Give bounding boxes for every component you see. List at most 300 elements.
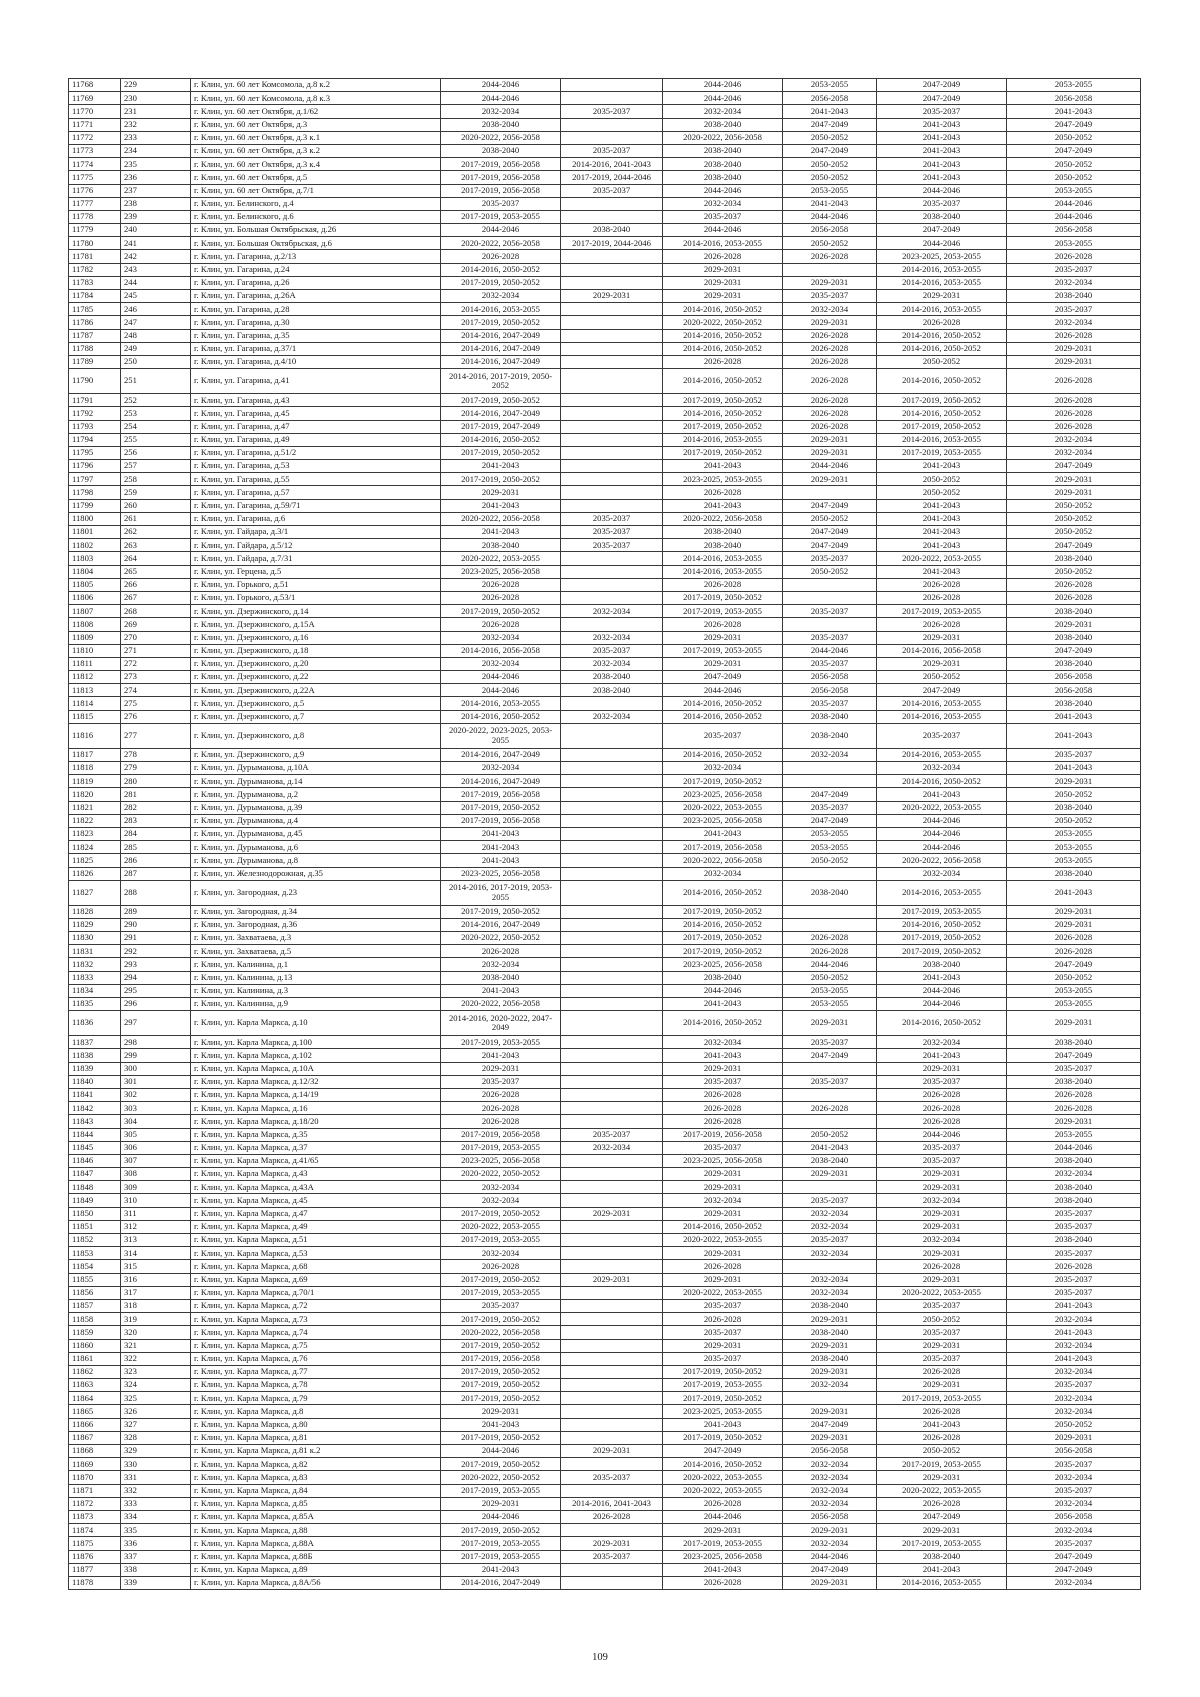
cell-period-d: 2056-2058: [783, 1445, 877, 1458]
cell-period-c: 2026-2028: [663, 1497, 783, 1510]
cell-row-index: 11782: [69, 263, 121, 276]
cell-period-f: 2035-2037: [1007, 303, 1141, 316]
cell-period-c: 2020-2022, 2053-2055: [663, 1484, 783, 1497]
cell-row-index: 11874: [69, 1524, 121, 1537]
cell-row-index: 11833: [69, 971, 121, 984]
table-row: [69, 131, 1141, 144]
cell-period-b: [561, 1062, 663, 1075]
cell-period-a: 2017-2019, 2050-2052: [441, 1431, 561, 1444]
cell-address: г. Клин, ул. Гагарина, д.55: [191, 473, 441, 486]
cell-period-c: 2041-2043: [663, 827, 783, 840]
cell-row-number: 233: [121, 131, 191, 144]
cell-period-c: 2014-2016, 2050-2052: [663, 342, 783, 355]
cell-period-e: 2017-2019, 2050-2052: [877, 394, 1007, 407]
cell-row-number: 330: [121, 1458, 191, 1471]
cell-row-number: 320: [121, 1326, 191, 1339]
cell-row-number: 250: [121, 355, 191, 368]
cell-period-e: 2029-2031: [877, 1062, 1007, 1075]
cell-period-c: 2044-2046: [663, 79, 783, 92]
cell-period-b: [561, 1339, 663, 1352]
cell-period-f: 2050-2052: [1007, 526, 1141, 539]
cell-period-e: 2026-2028: [877, 1365, 1007, 1378]
cell-row-number: 235: [121, 158, 191, 171]
cell-address: г. Клин, ул. 60 лет Октября, д.7/1: [191, 184, 441, 197]
cell-period-c: 2026-2028: [663, 355, 783, 368]
cell-period-d: [783, 762, 877, 775]
cell-row-number: 242: [121, 250, 191, 263]
cell-address: г. Клин, ул. Карла Маркса, д.16: [191, 1102, 441, 1115]
cell-period-e: 2014-2016, 2053-2055: [877, 880, 1007, 905]
cell-row-number: 265: [121, 565, 191, 578]
cell-period-d: 2038-2040: [783, 1154, 877, 1167]
cell-period-d: 2026-2028: [783, 1102, 877, 1115]
cell-period-f: 2041-2043: [1007, 105, 1141, 118]
table-row: [69, 1445, 1141, 1458]
cell-period-e: 2050-2052: [877, 355, 1007, 368]
cell-address: г. Клин, ул. Карла Маркса, д.10: [191, 1011, 441, 1036]
table-row: [69, 79, 1141, 92]
table-row: [69, 105, 1141, 118]
table-row: [69, 1102, 1141, 1115]
cell-period-a: 2044-2046: [441, 92, 561, 105]
cell-period-b: [561, 697, 663, 710]
cell-period-a: 2014-2016, 2056-2058: [441, 644, 561, 657]
cell-address: г. Клин, ул. Карла Маркса, д.89: [191, 1563, 441, 1576]
cell-period-f: 2053-2055: [1007, 184, 1141, 197]
table-row: [69, 762, 1141, 775]
cell-address: г. Клин, ул. Карла Маркса, д.73: [191, 1313, 441, 1326]
cell-period-c: 2044-2046: [663, 684, 783, 697]
cell-period-a: 2038-2040: [441, 971, 561, 984]
cell-period-b: 2032-2034: [561, 631, 663, 644]
cell-period-b: [561, 591, 663, 604]
cell-period-d: 2038-2040: [783, 723, 877, 748]
cell-period-d: 2047-2049: [783, 539, 877, 552]
cell-address: г. Клин, ул. Дзержинского, д.22А: [191, 684, 441, 697]
cell-period-a: 2041-2043: [441, 1418, 561, 1431]
cell-row-number: 319: [121, 1313, 191, 1326]
table-row: [69, 394, 1141, 407]
cell-period-d: 2050-2052: [783, 158, 877, 171]
cell-address: г. Клин, ул. Загородная, д.23: [191, 880, 441, 905]
cell-row-number: 276: [121, 710, 191, 723]
cell-period-f: 2038-2040: [1007, 657, 1141, 670]
cell-period-b: 2035-2037: [561, 1128, 663, 1141]
table-row: [69, 841, 1141, 854]
table-row: [69, 971, 1141, 984]
cell-row-index: 11868: [69, 1445, 121, 1458]
cell-row-number: 293: [121, 958, 191, 971]
cell-period-e: 2041-2043: [877, 565, 1007, 578]
cell-period-a: 2035-2037: [441, 1299, 561, 1312]
cell-period-f: 2026-2028: [1007, 329, 1141, 342]
cell-period-b: [561, 460, 663, 473]
cell-period-a: 2020-2022, 2053-2055: [441, 552, 561, 565]
cell-address: г. Клин, ул. Дурыманова, д.2: [191, 788, 441, 801]
cell-row-index: 11841: [69, 1088, 121, 1101]
cell-row-number: 333: [121, 1497, 191, 1510]
cell-period-b: [561, 1049, 663, 1062]
cell-address: г. Клин, ул. Гагарина, д.49: [191, 433, 441, 446]
cell-row-index: 11853: [69, 1247, 121, 1260]
cell-period-d: 2029-2031: [783, 446, 877, 459]
table-row: [69, 958, 1141, 971]
cell-period-f: 2047-2049: [1007, 144, 1141, 157]
cell-period-f: 2038-2040: [1007, 1234, 1141, 1247]
cell-period-d: 2053-2055: [783, 184, 877, 197]
table-row: [69, 1352, 1141, 1365]
cell-period-e: 2014-2016, 2056-2058: [877, 644, 1007, 657]
cell-period-f: 2050-2052: [1007, 565, 1141, 578]
cell-period-f: 2056-2058: [1007, 1445, 1141, 1458]
cell-period-d: 2026-2028: [783, 369, 877, 394]
cell-row-index: 11819: [69, 775, 121, 788]
cell-period-f: 2035-2037: [1007, 263, 1141, 276]
cell-period-f: 2035-2037: [1007, 1379, 1141, 1392]
cell-row-index: 11875: [69, 1537, 121, 1550]
cell-period-f: 2041-2043: [1007, 1299, 1141, 1312]
cell-period-d: 2056-2058: [783, 684, 877, 697]
cell-period-c: 2026-2028: [663, 1102, 783, 1115]
cell-period-f: 2029-2031: [1007, 1431, 1141, 1444]
cell-period-f: 2056-2058: [1007, 671, 1141, 684]
cell-period-f: 2047-2049: [1007, 644, 1141, 657]
table-row: [69, 801, 1141, 814]
cell-period-b: [561, 1392, 663, 1405]
cell-address: г. Клин, ул. Карла Маркса, д.12/32: [191, 1075, 441, 1088]
cell-period-a: 2044-2046: [441, 1445, 561, 1458]
cell-period-b: [561, 932, 663, 945]
cell-address: г. Клин, ул. Гагарина, д.2/13: [191, 250, 441, 263]
cell-period-c: 2029-2031: [663, 263, 783, 276]
cell-period-f: 2038-2040: [1007, 697, 1141, 710]
cell-period-d: 2035-2037: [783, 801, 877, 814]
cell-period-a: 2017-2019, 2050-2052: [441, 1458, 561, 1471]
cell-period-e: 2041-2043: [877, 171, 1007, 184]
cell-period-a: 2014-2016, 2053-2055: [441, 303, 561, 316]
cell-period-c: 2014-2016, 2050-2052: [663, 329, 783, 342]
cell-row-number: 300: [121, 1062, 191, 1075]
cell-period-c: 2041-2043: [663, 1418, 783, 1431]
cell-period-b: [561, 1313, 663, 1326]
cell-period-f: 2032-2034: [1007, 446, 1141, 459]
cell-address: г. Клин, ул. Карла Маркса, д.47: [191, 1207, 441, 1220]
table-row: [69, 932, 1141, 945]
cell-row-index: 11814: [69, 697, 121, 710]
cell-address: г. Клин, ул. Гагарина, д.35: [191, 329, 441, 342]
cell-row-index: 11802: [69, 539, 121, 552]
cell-period-d: [783, 591, 877, 604]
cell-row-number: 259: [121, 486, 191, 499]
cell-row-index: 11848: [69, 1181, 121, 1194]
cell-period-a: 2032-2034: [441, 762, 561, 775]
cell-row-index: 11797: [69, 473, 121, 486]
cell-period-e: 2029-2031: [877, 1247, 1007, 1260]
cell-row-index: 11799: [69, 499, 121, 512]
cell-period-c: 2014-2016, 2050-2052: [663, 710, 783, 723]
cell-address: г. Клин, ул. Калинина, д.13: [191, 971, 441, 984]
cell-row-index: 11820: [69, 788, 121, 801]
cell-row-index: 11787: [69, 329, 121, 342]
cell-period-a: 2032-2034: [441, 1194, 561, 1207]
cell-period-d: 2050-2052: [783, 131, 877, 144]
cell-address: г. Клин, ул. Карла Маркса, д.49: [191, 1220, 441, 1233]
table-row: [69, 1365, 1141, 1378]
cell-row-number: 322: [121, 1352, 191, 1365]
cell-period-c: 2038-2040: [663, 171, 783, 184]
cell-period-b: 2032-2034: [561, 605, 663, 618]
cell-period-b: [561, 918, 663, 931]
cell-row-index: 11786: [69, 316, 121, 329]
cell-period-d: 2032-2034: [783, 1537, 877, 1550]
cell-period-b: [561, 854, 663, 867]
cell-period-c: 2023-2025, 2056-2058: [663, 1154, 783, 1167]
cell-row-number: 285: [121, 841, 191, 854]
cell-period-a: 2017-2019, 2056-2058: [441, 171, 561, 184]
table-row: [69, 250, 1141, 263]
table-row: [69, 144, 1141, 157]
cell-row-number: 254: [121, 420, 191, 433]
cell-period-f: 2050-2052: [1007, 158, 1141, 171]
cell-row-number: 295: [121, 984, 191, 997]
cell-period-b: 2035-2037: [561, 512, 663, 525]
cell-period-f: 2032-2034: [1007, 1497, 1141, 1510]
cell-period-f: 2038-2040: [1007, 801, 1141, 814]
cell-address: г. Клин, ул. Загородная, д.36: [191, 918, 441, 931]
cell-period-b: [561, 486, 663, 499]
table-row: [69, 1194, 1141, 1207]
cell-row-index: 11768: [69, 79, 121, 92]
cell-address: г. Клин, ул. Дурыманова, д.4: [191, 814, 441, 827]
cell-period-d: 2047-2049: [783, 144, 877, 157]
cell-period-c: 2014-2016, 2053-2055: [663, 433, 783, 446]
cell-row-index: 11813: [69, 684, 121, 697]
cell-period-e: 2041-2043: [877, 499, 1007, 512]
cell-row-number: 334: [121, 1510, 191, 1523]
cell-period-c: 2029-2031: [663, 1273, 783, 1286]
cell-row-number: 252: [121, 394, 191, 407]
cell-period-c: 2029-2031: [663, 1247, 783, 1260]
cell-row-index: 11783: [69, 276, 121, 289]
cell-period-b: [561, 473, 663, 486]
cell-row-index: 11830: [69, 932, 121, 945]
cell-row-index: 11860: [69, 1339, 121, 1352]
cell-period-b: 2029-2031: [561, 1537, 663, 1550]
cell-row-index: 11800: [69, 512, 121, 525]
cell-period-e: 2017-2019, 2053-2055: [877, 605, 1007, 618]
cell-address: г. Клин, ул. Калинина, д.1: [191, 958, 441, 971]
cell-row-index: 11769: [69, 92, 121, 105]
cell-period-d: 2026-2028: [783, 342, 877, 355]
cell-period-a: 2041-2043: [441, 854, 561, 867]
cell-period-f: 2056-2058: [1007, 92, 1141, 105]
cell-period-a: 2032-2034: [441, 958, 561, 971]
cell-period-e: 2041-2043: [877, 144, 1007, 157]
cell-period-c: 2032-2034: [663, 197, 783, 210]
cell-row-number: 245: [121, 290, 191, 303]
cell-period-b: 2035-2037: [561, 184, 663, 197]
table-row: [69, 723, 1141, 748]
cell-period-d: 2050-2052: [783, 512, 877, 525]
cell-period-f: 2050-2052: [1007, 499, 1141, 512]
cell-period-d: 2050-2052: [783, 565, 877, 578]
cell-row-index: 11839: [69, 1062, 121, 1075]
cell-period-e: 2026-2028: [877, 591, 1007, 604]
table-row: [69, 1576, 1141, 1589]
cell-period-c: 2038-2040: [663, 158, 783, 171]
cell-period-e: 2041-2043: [877, 460, 1007, 473]
cell-row-number: 326: [121, 1405, 191, 1418]
cell-period-e: 2050-2052: [877, 671, 1007, 684]
cell-period-c: 2044-2046: [663, 184, 783, 197]
cell-period-a: 2029-2031: [441, 1497, 561, 1510]
cell-period-c: 2017-2019, 2050-2052: [663, 905, 783, 918]
cell-address: г. Клин, ул. Карла Маркса, д.45: [191, 1194, 441, 1207]
cell-period-f: 2035-2037: [1007, 1273, 1141, 1286]
cell-period-c: 2038-2040: [663, 971, 783, 984]
cell-period-c: 2017-2019, 2050-2052: [663, 394, 783, 407]
cell-period-a: 2038-2040: [441, 144, 561, 157]
cell-row-number: 271: [121, 644, 191, 657]
cell-period-a: 2014-2016, 2047-2049: [441, 1576, 561, 1589]
cell-period-a: 2041-2043: [441, 1049, 561, 1062]
cell-period-f: 2032-2034: [1007, 1524, 1141, 1537]
cell-period-b: [561, 79, 663, 92]
cell-period-d: 2035-2037: [783, 657, 877, 670]
table-row: [69, 565, 1141, 578]
cell-period-c: 2026-2028: [663, 1088, 783, 1101]
cell-period-e: 2026-2028: [877, 618, 1007, 631]
cell-period-b: 2029-2031: [561, 290, 663, 303]
cell-period-b: [561, 1168, 663, 1181]
cell-address: г. Клин, ул. Гагарина, д.41: [191, 369, 441, 394]
cell-period-f: 2038-2040: [1007, 1181, 1141, 1194]
cell-period-d: 2038-2040: [783, 1299, 877, 1312]
cell-row-index: 11831: [69, 945, 121, 958]
cell-row-index: 11872: [69, 1497, 121, 1510]
cell-period-a: 2017-2019, 2050-2052: [441, 1524, 561, 1537]
cell-period-b: 2038-2040: [561, 671, 663, 684]
cell-address: г. Клин, ул. 60 лет Октября, д.3 к.1: [191, 131, 441, 144]
cell-period-c: 2047-2049: [663, 671, 783, 684]
cell-period-c: 2032-2034: [663, 1036, 783, 1049]
cell-period-d: 2053-2055: [783, 998, 877, 1011]
cell-address: г. Клин, ул. Карла Маркса, д.88Б: [191, 1550, 441, 1563]
cell-period-e: 2050-2052: [877, 1445, 1007, 1458]
table-row: [69, 1286, 1141, 1299]
cell-row-index: 11840: [69, 1075, 121, 1088]
cell-row-number: 279: [121, 762, 191, 775]
cell-row-number: 280: [121, 775, 191, 788]
cell-period-e: 2014-2016, 2053-2055: [877, 263, 1007, 276]
cell-period-e: 2029-2031: [877, 1181, 1007, 1194]
cell-address: г. Клин, ул. 60 лет Октября, д.3: [191, 118, 441, 131]
cell-period-a: 2017-2019, 2053-2055: [441, 1036, 561, 1049]
cell-period-f: 2056-2058: [1007, 1510, 1141, 1523]
cell-period-e: 2026-2028: [877, 1088, 1007, 1101]
cell-period-e: 2014-2016, 2050-2052: [877, 369, 1007, 394]
cell-period-f: 2035-2037: [1007, 1247, 1141, 1260]
cell-row-number: 327: [121, 1418, 191, 1431]
cell-period-e: 2032-2034: [877, 1234, 1007, 1247]
cell-period-f: 2041-2043: [1007, 723, 1141, 748]
cell-period-c: 2038-2040: [663, 144, 783, 157]
cell-period-c: 2035-2037: [663, 1326, 783, 1339]
table-row: [69, 814, 1141, 827]
cell-period-a: 2041-2043: [441, 1563, 561, 1576]
table-row: [69, 224, 1141, 237]
cell-period-a: 2020-2022, 2053-2055: [441, 1220, 561, 1233]
cell-row-number: 314: [121, 1247, 191, 1260]
cell-period-b: [561, 984, 663, 997]
cell-period-e: 2017-2019, 2050-2052: [877, 945, 1007, 958]
cell-period-e: 2026-2028: [877, 1260, 1007, 1273]
cell-row-number: 274: [121, 684, 191, 697]
cell-row-index: 11809: [69, 631, 121, 644]
cell-row-number: 262: [121, 526, 191, 539]
cell-period-e: 2032-2034: [877, 1036, 1007, 1049]
cell-period-d: 2035-2037: [783, 1194, 877, 1207]
cell-period-c: 2014-2016, 2050-2052: [663, 1011, 783, 1036]
cell-period-a: 2020-2022, 2056-2058: [441, 131, 561, 144]
cell-period-e: 2035-2037: [877, 1154, 1007, 1167]
cell-row-number: 277: [121, 723, 191, 748]
cell-period-a: 2026-2028: [441, 618, 561, 631]
cell-row-index: 11822: [69, 814, 121, 827]
cell-period-e: 2017-2019, 2053-2055: [877, 905, 1007, 918]
cell-period-a: 2026-2028: [441, 591, 561, 604]
table-row: [69, 998, 1141, 1011]
cell-period-b: [561, 578, 663, 591]
cell-row-number: 302: [121, 1088, 191, 1101]
cell-row-number: 270: [121, 631, 191, 644]
cell-row-number: 256: [121, 446, 191, 459]
cell-period-c: 2026-2028: [663, 486, 783, 499]
table-row: [69, 355, 1141, 368]
cell-row-number: 269: [121, 618, 191, 631]
table-row: [69, 1299, 1141, 1312]
cell-period-b: 2035-2037: [561, 105, 663, 118]
cell-address: г. Клин, ул. Карла Маркса, д.35: [191, 1128, 441, 1141]
cell-period-e: 2038-2040: [877, 958, 1007, 971]
cell-period-c: 2014-2016, 2050-2052: [663, 369, 783, 394]
cell-address: г. Клин, ул. Захватаева, д.3: [191, 932, 441, 945]
cell-period-b: [561, 1011, 663, 1036]
cell-period-c: 2023-2025, 2053-2055: [663, 473, 783, 486]
cell-period-c: 2017-2019, 2050-2052: [663, 446, 783, 459]
cell-period-a: 2014-2016, 2047-2049: [441, 355, 561, 368]
cell-row-index: 11835: [69, 998, 121, 1011]
cell-period-a: 2017-2019, 2056-2058: [441, 1128, 561, 1141]
cell-period-b: [561, 1299, 663, 1312]
cell-address: г. Клин, ул. Гагарина, д.45: [191, 407, 441, 420]
cell-period-b: [561, 827, 663, 840]
cell-period-e: 2035-2037: [877, 197, 1007, 210]
cell-row-index: 11817: [69, 748, 121, 761]
table-row: [69, 276, 1141, 289]
cell-period-e: 2029-2031: [877, 1168, 1007, 1181]
cell-period-c: 2029-2031: [663, 1339, 783, 1352]
cell-row-index: 11807: [69, 605, 121, 618]
cell-period-b: [561, 1194, 663, 1207]
cell-row-number: 240: [121, 224, 191, 237]
table-row: [69, 1405, 1141, 1418]
cell-address: г. Клин, ул. Большая Октябрьская, д.26: [191, 224, 441, 237]
cell-row-index: 11773: [69, 144, 121, 157]
cell-period-c: 2023-2025, 2056-2058: [663, 788, 783, 801]
table-row: [69, 697, 1141, 710]
cell-period-c: 2041-2043: [663, 460, 783, 473]
